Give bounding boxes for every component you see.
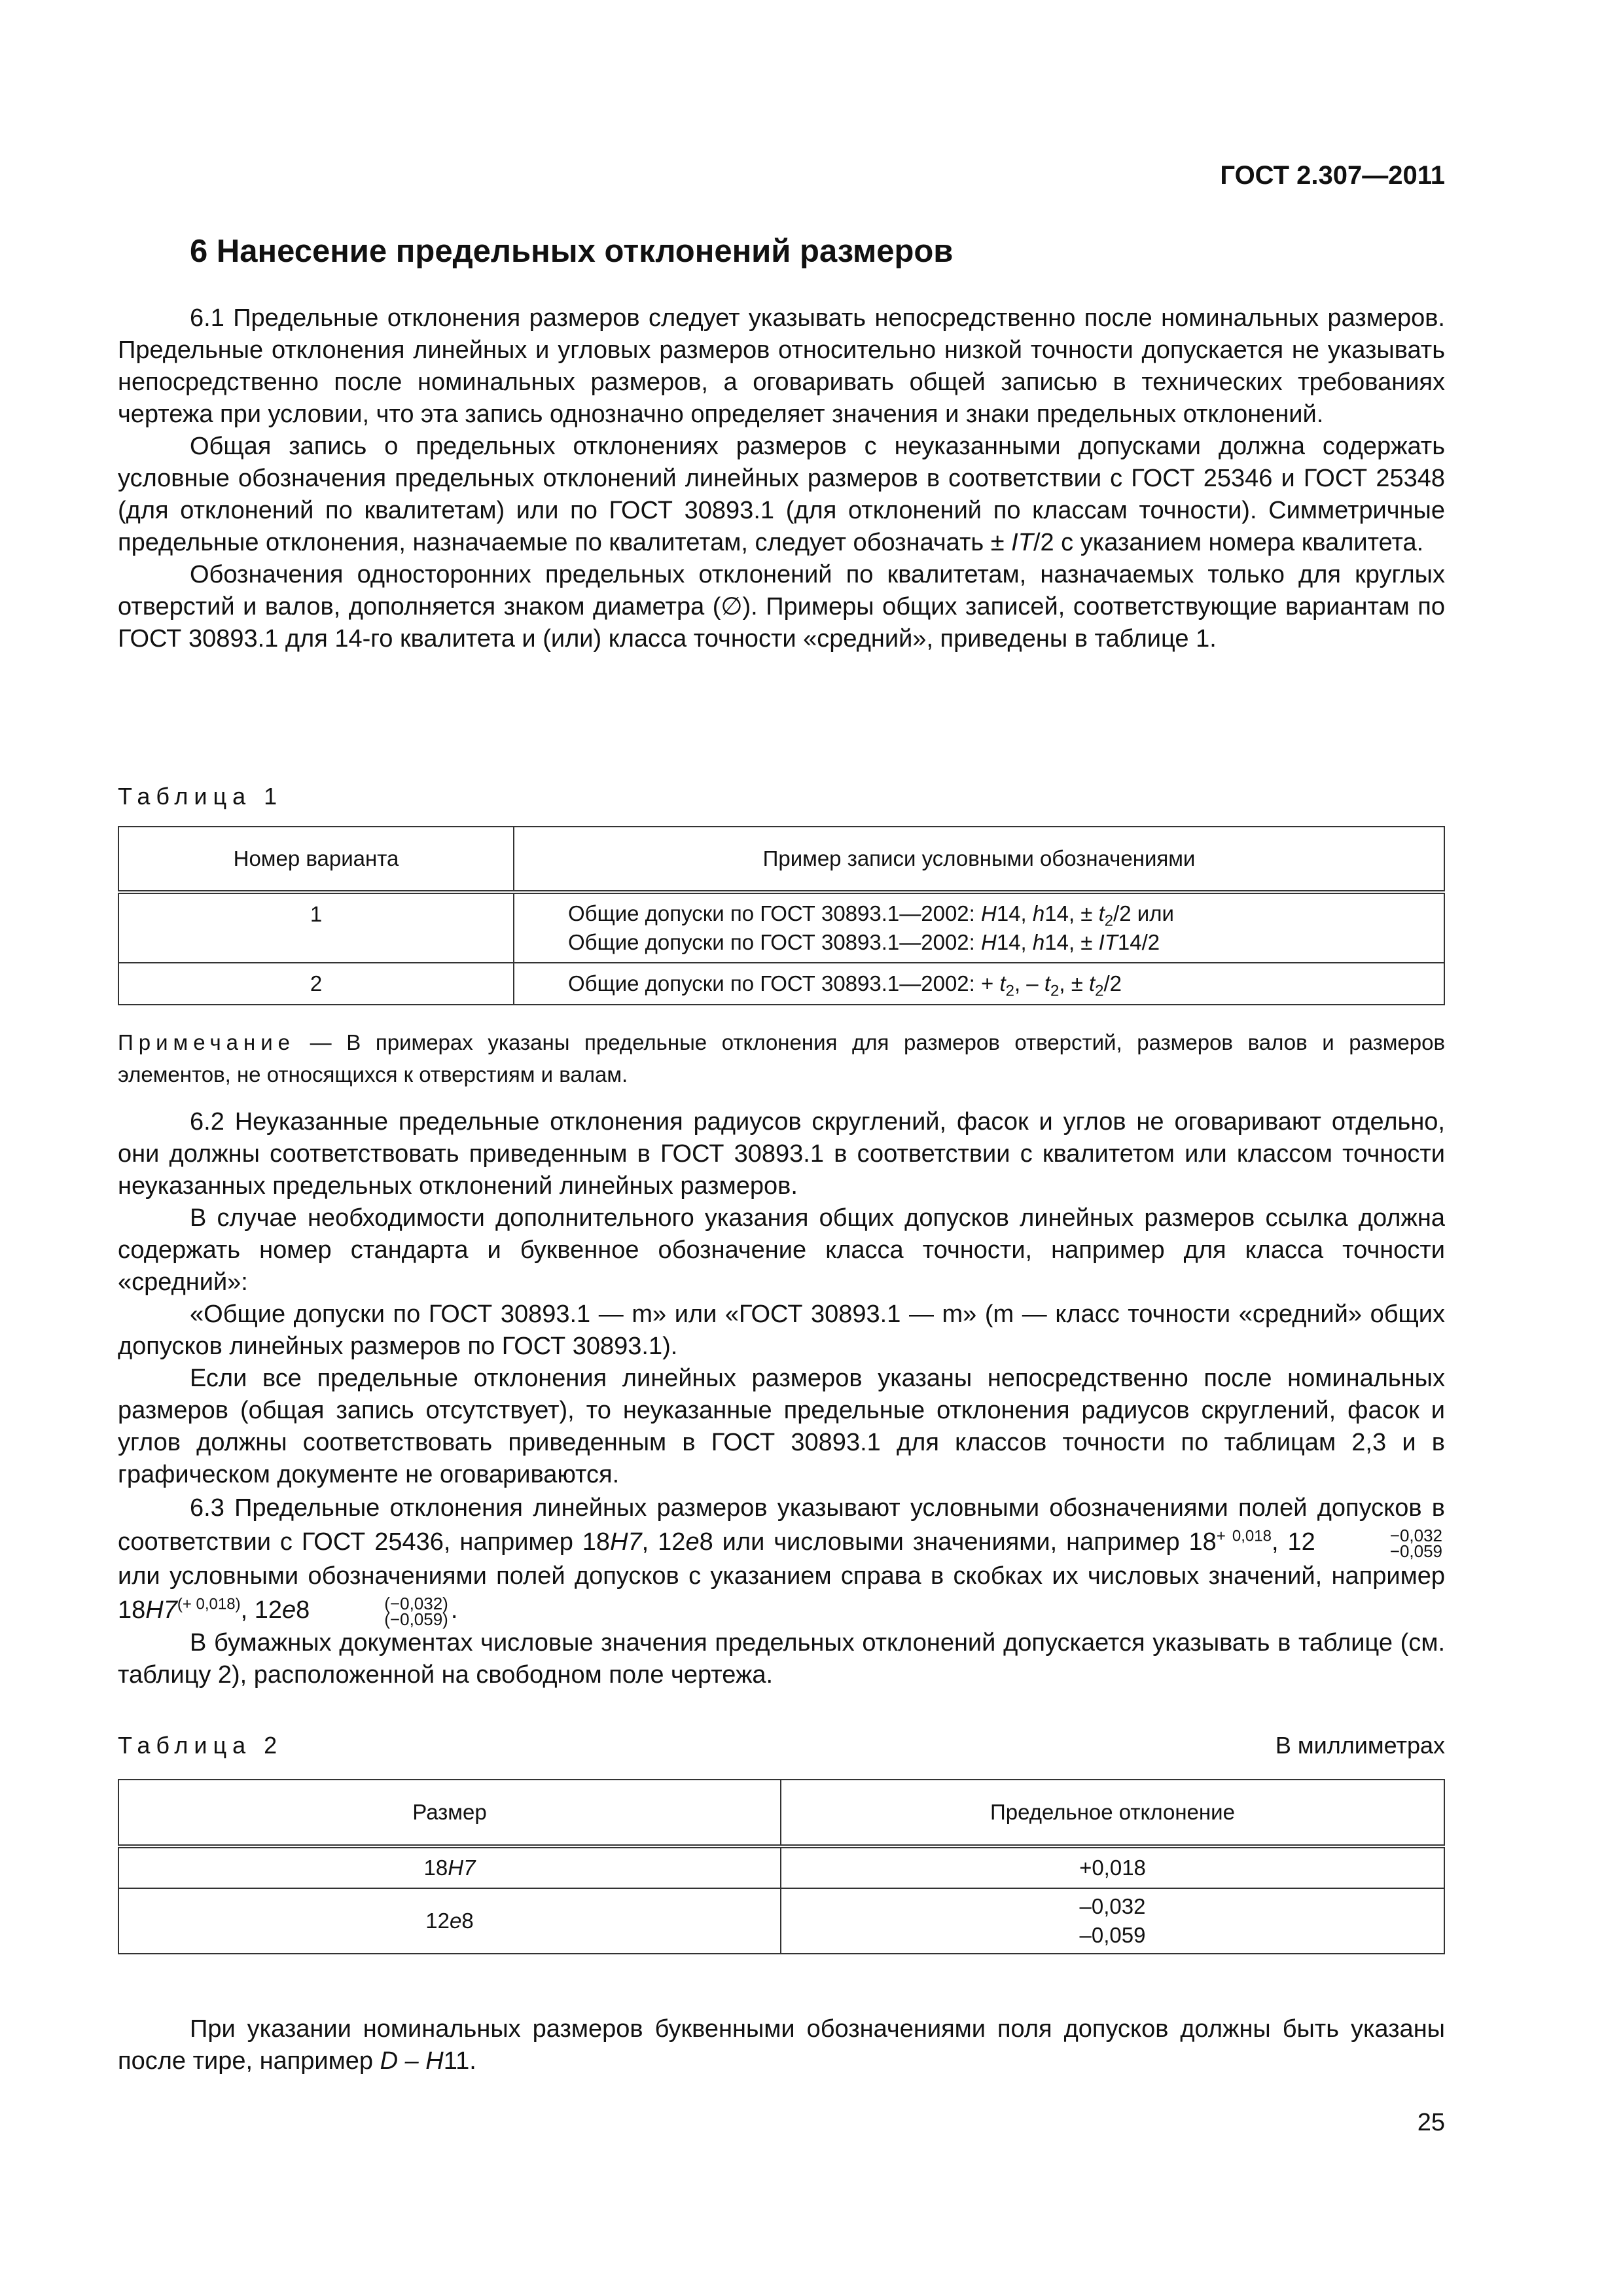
- table-1-cell-example: Общие допуски по ГОСТ 30893.1—2002: + $t_2$, – $t_2$, ± $t_2/2$: [514, 963, 1444, 1005]
- paragraph-6-1: 6.1 Предельные отклонения размеров следует указывать непосредственно после номинальных размеров. Предельные отклонения линейных и угловых размеров относительно низкой точности допускается не указывать непосредственно после номинальных размеров, а оговаривать общей записью в технических требованиях чертежа при условии, что эта запись однозначно определяет значения и знаки предельных отклонений.: [118, 304, 1445, 428]
- paragraph-all-specified: Если все предельные отклонения линейных размеров указаны непосредственно после номинальных размеров (общая запись отсутствует), то неуказанные предельные отклонения радиусов скруглений, фасок и углов должны соответствовать приведенным в ГОСТ 30893.1 для классов точности по таблицам 2,3 и в графическом документе не оговариваются.: [118, 1365, 1445, 1488]
- table-1: [118, 826, 1445, 1005]
- table-1-cell-example: Общие допуски по ГОСТ 30893.1—2002: H14, h14, ± $t_2/2$ или Общие допуски по ГОСТ 30893.1—2002: H14, h14, ± IT14/2: [514, 892, 1444, 963]
- table-2-caption: Таблица 2: [118, 1732, 283, 1759]
- document-header: ГОСТ 2.307—2011: [1220, 161, 1445, 190]
- paragraph-paper-docs: В бумажных документах числовые значения предельных отклонений допускается указывать в таблице (см. таблицу 2), расположенной на свободном поле чертежа.: [118, 1629, 1445, 1689]
- paragraph-one-sided: Обозначения односторонних предельных отклонений по квалитетам, назначаемых только для круглых отверстий и валов, дополняется знаком диаметра (∅). Примеры общих записей, соответствующие вариантам по ГОСТ 30893.1 для 14-го квалитета и (или) класса точности «средний», приведены в таблице 1.: [118, 561, 1445, 653]
- table-1-note: Примечание — В примерах указаны предельные отклонения для размеров отверстий, размеров валов и размеров элементов, не относящихся к отверстиям и валам.: [118, 1030, 1445, 1086]
- table-1-caption: Таблица 1: [118, 783, 283, 810]
- table-1-header-example: Пример записи условными обозначениями: [514, 827, 1444, 892]
- table-row: [118, 892, 1444, 963]
- final-text: [118, 2013, 1445, 2077]
- paragraph-general-record: Общая запись о предельных отклонениях размеров с неуказанными допусками должна содержать условные обозначения предельных отклонений линейных размеров в соответствии с ГОСТ 25346 и ГОСТ 25348 (для отклонений по квалитетам) или по ГОСТ 30893.1 (для отклонений по классам точности). Симметричные предельные отклонения, назначаемые по квалитетам, следует обозначать ± IT/2 с указанием номера квалитета.: [118, 433, 1445, 556]
- table-1-header-variant: Номер варианта: [118, 827, 514, 892]
- table-row: [118, 827, 1444, 892]
- table-row: [118, 1846, 1444, 1888]
- table-1-cell-num: 2: [118, 963, 514, 1005]
- paragraph-letter-designations: При указании номинальных размеров буквенными обозначениями поля допусков должны быть указаны после тире, например D – H11.: [118, 2015, 1445, 2075]
- table-2-cell-deviation: –0,032 –0,059: [781, 1888, 1444, 1954]
- table-2: [118, 1779, 1445, 1954]
- table-2-header-size: Размер: [118, 1780, 781, 1846]
- section-title: 6 Нанесение предельных отклонений размеров: [190, 234, 954, 269]
- paragraph-6-3: 6.3 Предельные отклонения линейных размеров указывают условными обозначениями полей допусков в соответствии с ГОСТ 25436, например 18H7, 12e8 или числовыми значениями, например $18^{+ 0,018}$, 12 −0,032 −0,059 или условными обозначениями полей допусков с указанием справа в скобках их числовых значений, например $18H7^{(+ 0,018)}$, 12e8 (−0,032) (−0,059) .: [118, 1494, 1445, 1629]
- table-row: [118, 963, 1444, 1005]
- table-2-header-deviation: Предельное отклонение: [781, 1780, 1444, 1846]
- table-row: [118, 1888, 1444, 1954]
- table-2-cell-size: 18H7: [118, 1846, 781, 1888]
- table-1-cell-num: 1: [118, 892, 514, 963]
- table-2-cell-size: 12e8: [118, 1888, 781, 1954]
- section-6-2-text: [118, 1106, 1445, 1691]
- paragraph-reference: В случае необходимости дополнительного указания общих допусков линейных размеров ссылка должна содержать номер стандарта и буквенное обозначение класса точности, например для класса точности «средний»:: [118, 1204, 1445, 1296]
- table-row: [118, 1780, 1444, 1846]
- paragraph-quote: «Общие допуски по ГОСТ 30893.1 — m» или «ГОСТ 30893.1 — m» (m — класс точности «средний» общих допусков линейных размеров по ГОСТ 30893.1).: [118, 1300, 1445, 1360]
- section-6-1-text: [118, 302, 1445, 655]
- paragraph-6-2: 6.2 Неуказанные предельные отклонения радиусов скруглений, фасок и углов не оговаривают отдельно, они должны соответствовать приведенным в ГОСТ 30893.1 в соответствии с квалитетом или классом точности неуказанных предельных отклонений линейных размеров.: [118, 1108, 1445, 1200]
- table-2-cell-deviation: +0,018: [781, 1846, 1444, 1888]
- table-2-units: В миллиметрах: [1275, 1732, 1445, 1759]
- page-number: 25: [1417, 2109, 1445, 2136]
